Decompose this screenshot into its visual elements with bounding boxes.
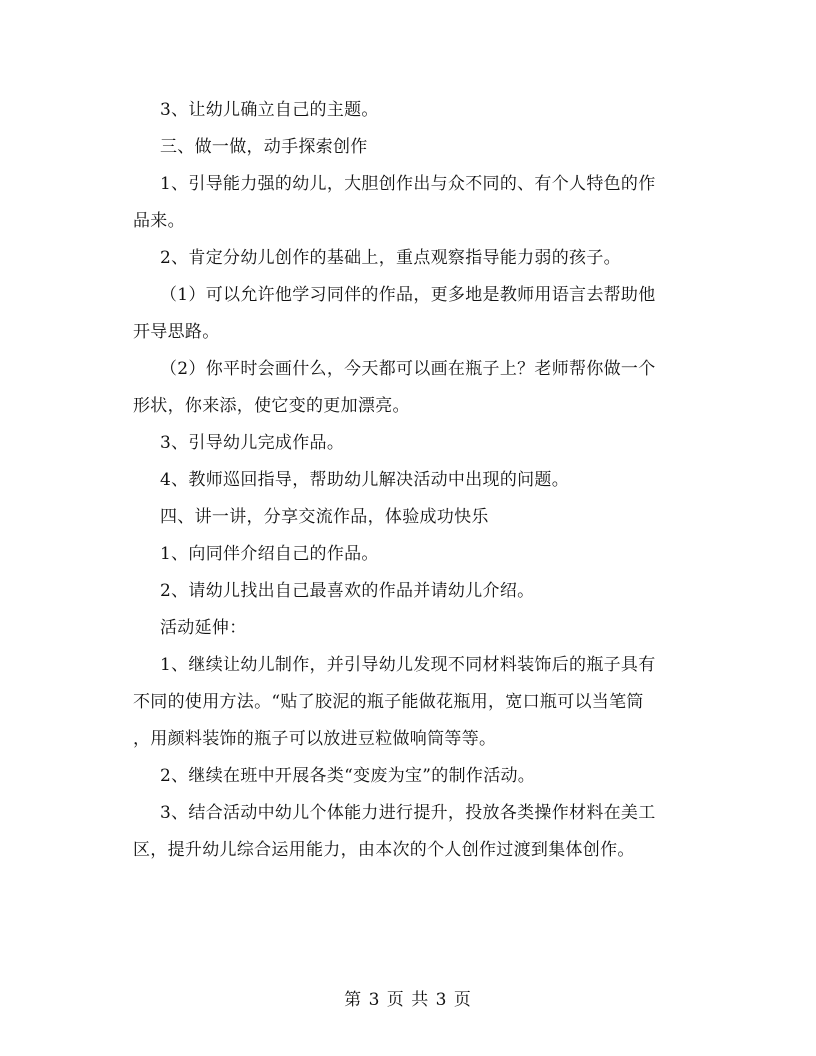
paragraph-line: 1、引导能力强的幼儿，大胆创作出与众不同的、有个人特色的作 [160, 174, 656, 194]
paragraph-line: 品来。 [133, 211, 185, 231]
section-heading: 三、做一做，动手探索创作 [160, 137, 368, 157]
paragraph-line: 形状，你来添，使它变的更加漂亮。 [133, 396, 410, 416]
paragraph-line: 区，提升幼儿综合运用能力，由本次的个人创作过渡到集体创作。 [133, 840, 635, 860]
paragraph-line: 3、结合活动中幼儿个体能力进行提升，投放各类操作材料在美工 [160, 803, 656, 823]
section-heading: 活动延伸： [160, 618, 247, 638]
paragraph-line: 1、继续让幼儿制作，并引导幼儿发现不同材料装饰后的瓶子具有 [160, 655, 656, 675]
document-body [133, 92, 698, 869]
paragraph-line: 不同的使用方法。“贴了胶泥的瓶子能做花瓶用，宽口瓶可以当笔筒 [133, 692, 644, 712]
paragraph-line: 1、向同伴介绍自己的作品。 [160, 544, 379, 564]
paragraph-line: （2）你平时会画什么，今天都可以画在瓶子上？老师帮你做一个 [160, 359, 656, 379]
paragraph-line: 2、继续在班中开展各类“变废为宝”的制作活动。 [160, 766, 536, 786]
page-number-footer: 第 3 页 共 3 页 [344, 990, 472, 1010]
paragraph-line: 3、引导幼儿完成作品。 [160, 433, 345, 453]
paragraph-line: ，用颜料装饰的瓶子可以放进豆粒做响筒等等。 [133, 729, 497, 749]
paragraph-line: 4、教师巡回指导，帮助幼儿解决活动中出现的问题。 [160, 470, 570, 490]
paragraph-line: 2、请幼儿找出自己最喜欢的作品并请幼儿介绍。 [160, 581, 535, 601]
section-heading: 四、讲一讲，分享交流作品，体验成功快乐 [160, 507, 489, 527]
paragraph-line: （1）可以允许他学习同伴的作品，更多地是教师用语言去帮助他 [160, 285, 656, 305]
paragraph-line: 3、让幼儿确立自己的主题。 [160, 100, 379, 120]
paragraph-line: 2、肯定分幼儿创作的基础上，重点观察指导能力弱的孩子。 [160, 248, 621, 268]
paragraph-line: 开导思路。 [133, 322, 220, 342]
